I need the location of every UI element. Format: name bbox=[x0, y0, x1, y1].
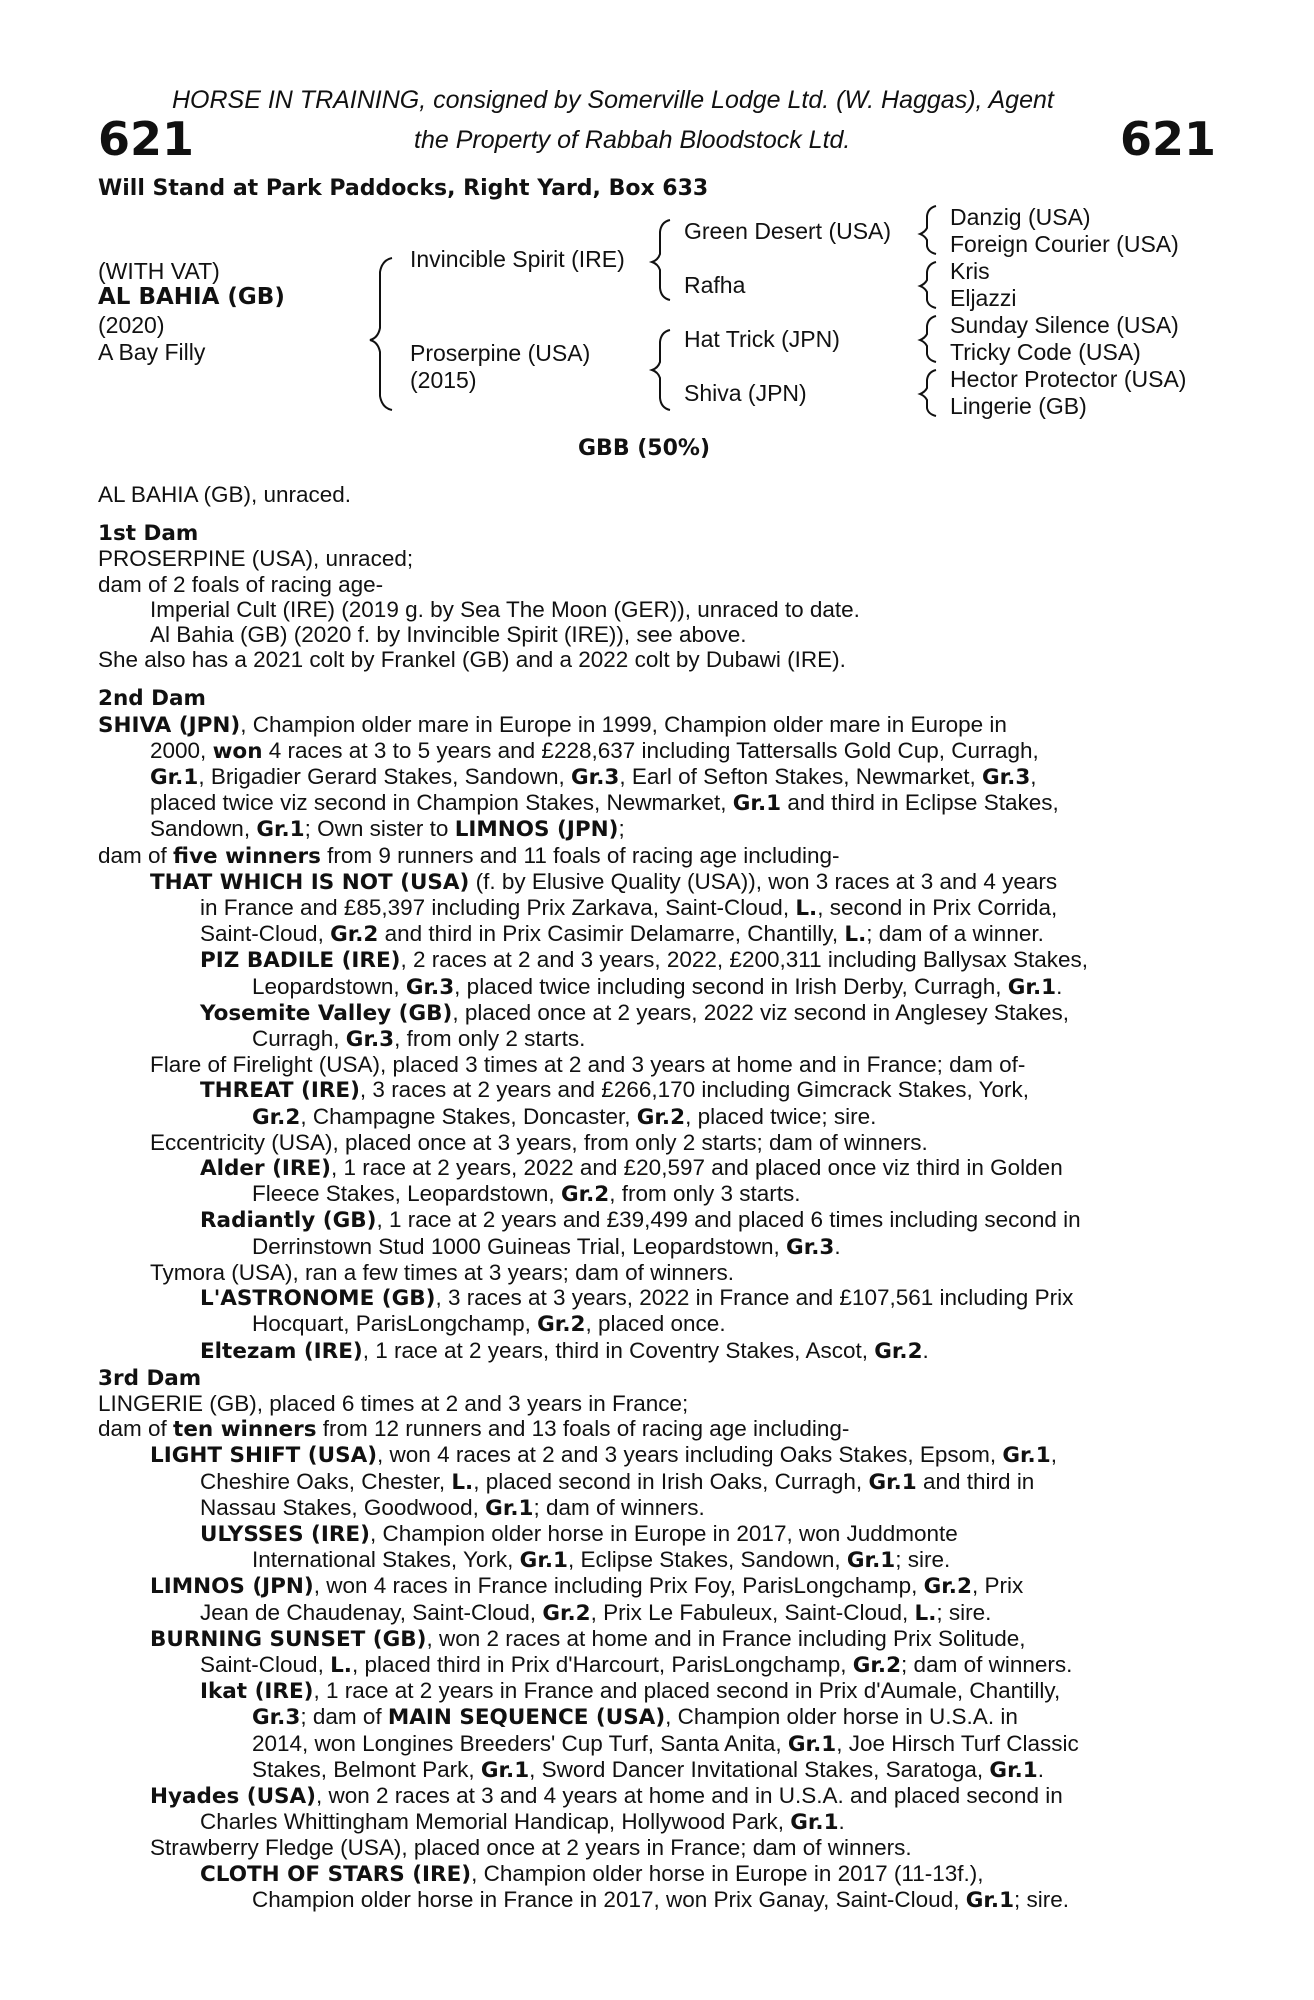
text: ; sire. bbox=[936, 1599, 992, 1625]
text: Nassau Stakes, Goodwood, bbox=[200, 1494, 486, 1520]
text: , Joe Hirsch Turf Classic bbox=[836, 1730, 1079, 1756]
pedigree-g3-7: Hector Protector (USA) bbox=[950, 366, 1187, 392]
text: , Champion older mare in Europe in 1999, Champion older mare in Europe in bbox=[240, 711, 1007, 737]
text: , from only 3 starts. bbox=[609, 1181, 801, 1207]
header-consignor: HORSE IN TRAINING, consigned by Somerville Lodge Ltd. (W. Haggas), Agent bbox=[172, 86, 1054, 114]
text: in France and £85,397 including Prix Zarkava, Saint-Cloud, bbox=[200, 895, 796, 921]
progeny-line bbox=[98, 1155, 1208, 1181]
horse-name: PIZ BADILE (IRE) bbox=[200, 948, 401, 974]
horse-name-shiva: SHIVA (JPN) bbox=[98, 712, 241, 738]
pedigree-g3-3: Kris bbox=[950, 258, 990, 284]
grade: L. bbox=[330, 1652, 352, 1678]
grade: Gr.2 bbox=[636, 1104, 686, 1130]
text: , Prix bbox=[971, 1573, 1024, 1599]
grade: Gr.2 bbox=[252, 1104, 301, 1130]
grade: Gr.2 bbox=[537, 1312, 586, 1338]
text: Hocquart, ParisLongchamp, bbox=[252, 1311, 538, 1337]
text: ; Own sister to bbox=[304, 816, 455, 842]
progeny-line bbox=[98, 1234, 1208, 1260]
winners-count: ten winners bbox=[173, 1417, 317, 1443]
progeny-line bbox=[98, 1600, 1208, 1626]
progeny-line bbox=[98, 1077, 1208, 1103]
horse-description: A Bay Filly bbox=[98, 339, 206, 365]
horse-name: Eltezam (IRE) bbox=[200, 1338, 363, 1364]
shiva-line-4 bbox=[98, 790, 1208, 816]
progeny-line bbox=[98, 1887, 1208, 1913]
text: , placed second in Irish Oaks, Curragh, bbox=[473, 1468, 869, 1494]
text: Derrinstown Stud 1000 Guineas Trial, Leopardstown, bbox=[252, 1233, 787, 1259]
progeny-line bbox=[98, 1104, 1208, 1130]
horse-name: Yosemite Valley (GB) bbox=[200, 1000, 453, 1026]
text: Jean de Chaudenay, Saint-Cloud, bbox=[200, 1599, 543, 1625]
progeny-line bbox=[98, 1338, 1208, 1364]
third-dam-heading: 3rd Dam bbox=[98, 1365, 202, 1391]
text: , Prix Le Fabuleux, Saint-Cloud, bbox=[590, 1599, 915, 1625]
horse-name: LIMNOS (JPN) bbox=[150, 1574, 314, 1600]
text: , bbox=[1030, 764, 1037, 790]
progeny-line bbox=[98, 1026, 1208, 1052]
grade: Gr.3 bbox=[405, 974, 455, 1000]
text: . bbox=[834, 1233, 841, 1259]
grade: Gr.3 bbox=[571, 765, 620, 791]
text: , 2 races at 2 and 3 years, 2022, £200,311 including Ballysax Stakes, bbox=[400, 947, 1088, 973]
horse-name: BURNING SUNSET (GB) bbox=[150, 1626, 427, 1652]
text: and third in bbox=[916, 1468, 1035, 1494]
progeny-line bbox=[98, 1652, 1208, 1678]
grade: Gr.1 bbox=[150, 765, 199, 791]
text: dam of bbox=[98, 842, 174, 868]
shiva-line-3 bbox=[98, 764, 1208, 790]
progeny-line bbox=[98, 1861, 1208, 1887]
text: , Champagne Stakes, Doncaster, bbox=[300, 1103, 637, 1129]
gbb-percentage: GBB (50%) bbox=[578, 436, 711, 461]
text: , placed twice including second in Irish Derby, Curragh, bbox=[454, 973, 1008, 999]
progeny-line bbox=[98, 1521, 1208, 1547]
progeny-line: Flare of Firelight (USA), placed 3 times at 2 and 3 years at home and in France; dam of- bbox=[150, 1052, 1026, 1078]
shiva-line-2 bbox=[98, 738, 1208, 764]
text: . bbox=[1037, 1756, 1044, 1782]
pedigree-g3-5: Sunday Silence (USA) bbox=[950, 312, 1179, 338]
text: placed twice viz second in Champion Stakes, Newmarket, bbox=[150, 790, 733, 816]
first-dam-line: dam of 2 foals of racing age- bbox=[98, 571, 384, 597]
intro-line: AL BAHIA (GB), unraced. bbox=[98, 482, 352, 507]
header-property: the Property of Rabbah Bloodstock Ltd. bbox=[414, 126, 851, 154]
pedigree-sire: Invincible Spirit (IRE) bbox=[410, 246, 625, 272]
won-label: won bbox=[212, 738, 263, 764]
text: . bbox=[1056, 973, 1063, 999]
text: Sandown, bbox=[150, 816, 257, 842]
text: , won 2 races at 3 and 4 years at home and in U.S.A. and placed second in bbox=[316, 1782, 1063, 1808]
grade: Gr.1 bbox=[256, 817, 305, 843]
text: 2000, bbox=[150, 737, 213, 763]
grade: Gr.3 bbox=[981, 765, 1031, 791]
text: Curragh, bbox=[252, 1026, 346, 1052]
vat-note: (WITH VAT) bbox=[98, 258, 220, 284]
grade: L. bbox=[795, 896, 818, 922]
horse-name: THREAT (IRE) bbox=[200, 1078, 360, 1104]
horse-name: Radiantly (GB) bbox=[200, 1208, 377, 1234]
text: International Stakes, York, bbox=[252, 1547, 520, 1573]
pedigree-dam: Proserpine (USA) bbox=[410, 340, 591, 366]
horse-name: L'ASTRONOME (GB) bbox=[200, 1286, 436, 1312]
progeny-line bbox=[98, 1731, 1208, 1757]
first-dam-heading: 1st Dam bbox=[98, 521, 199, 547]
horse-name: AL BAHIA (GB) bbox=[98, 284, 285, 310]
text: Saint-Cloud, bbox=[200, 1651, 331, 1677]
grade: L. bbox=[844, 922, 867, 948]
grade: Gr.2 bbox=[542, 1600, 591, 1626]
text: , 1 race at 2 years, 2022 and £20,597 and placed once viz third in Golden bbox=[330, 1155, 1063, 1181]
text: ; sire. bbox=[895, 1547, 951, 1573]
first-dam-line: PROSERPINE (USA), unraced; bbox=[98, 546, 414, 572]
text: Champion older horse in France in 2017, won Prix Ganay, Saint-Cloud, bbox=[252, 1886, 966, 1912]
lot-number-right: 621 bbox=[1120, 112, 1217, 166]
progeny-line bbox=[98, 1809, 1208, 1835]
grade: Gr.2 bbox=[923, 1574, 972, 1600]
horse-name: MAIN SEQUENCE (USA) bbox=[387, 1705, 666, 1731]
grade: Gr.1 bbox=[1007, 974, 1057, 1000]
text: dam of bbox=[98, 1416, 174, 1442]
text: Stakes, Belmont Park, bbox=[252, 1756, 481, 1782]
pedigree-dam-dam: Shiva (JPN) bbox=[684, 380, 807, 406]
horse-name: LIGHT SHIFT (USA) bbox=[150, 1443, 378, 1469]
progeny-line bbox=[98, 869, 1208, 895]
grade: Gr.1 bbox=[868, 1469, 917, 1495]
progeny-line bbox=[98, 947, 1208, 973]
pedigree-g3-6: Tricky Code (USA) bbox=[950, 339, 1141, 365]
text: , Champion older horse in Europe in 2017, won Juddmonte bbox=[369, 1520, 958, 1546]
grade: Gr.2 bbox=[852, 1652, 902, 1678]
text: ; dam of a winner. bbox=[866, 921, 1044, 947]
grade: Gr.3 bbox=[345, 1027, 395, 1053]
horse-name: Hyades (USA) bbox=[150, 1783, 317, 1809]
pedigree-g3-8: Lingerie (GB) bbox=[950, 393, 1087, 419]
third-dam-line: LINGERIE (GB), placed 6 times at 2 and 3 years in France; bbox=[98, 1390, 689, 1416]
progeny-line bbox=[98, 974, 1208, 1000]
grade: L. bbox=[914, 1600, 937, 1626]
text: , won 2 races at home and in France including Prix Solitude, bbox=[426, 1625, 1026, 1651]
text: , Champion older horse in Europe in 2017 (11-13f.), bbox=[471, 1860, 984, 1886]
text: , placed once. bbox=[585, 1311, 726, 1337]
second-dam-heading: 2nd Dam bbox=[98, 686, 206, 712]
grade: Gr.2 bbox=[874, 1338, 923, 1364]
text: , from only 2 starts. bbox=[394, 1026, 586, 1052]
text: , won 4 races at 2 and 3 years including Oaks Stakes, Epsom, bbox=[377, 1442, 1003, 1468]
stable-location: Will Stand at Park Paddocks, Right Yard, Box 633 bbox=[98, 176, 709, 201]
pedigree-dam-year: (2015) bbox=[410, 367, 477, 393]
progeny-line bbox=[98, 1442, 1208, 1468]
progeny-line bbox=[98, 1783, 1208, 1809]
text: ; dam of bbox=[300, 1704, 388, 1730]
text: , placed third in Prix d'Harcourt, ParisLongchamp, bbox=[351, 1651, 853, 1677]
pedigree-sire-sire: Green Desert (USA) bbox=[684, 218, 892, 244]
progeny-line bbox=[98, 1495, 1208, 1521]
text: . bbox=[922, 1337, 929, 1363]
text: ; bbox=[618, 816, 625, 842]
horse-name-limnos: LIMNOS (JPN) bbox=[454, 817, 619, 843]
text: Charles Whittingham Memorial Handicap, Hollywood Park, bbox=[200, 1809, 791, 1835]
catalogue-body bbox=[98, 482, 1208, 1913]
text: , 1 race at 2 years, third in Coventry Stakes, Ascot, bbox=[362, 1337, 875, 1363]
progeny-line bbox=[98, 1000, 1208, 1026]
progeny-line bbox=[98, 1704, 1208, 1730]
winners-count: five winners bbox=[173, 843, 321, 869]
progeny-line bbox=[98, 921, 1208, 947]
grade: Gr.1 bbox=[787, 1731, 837, 1757]
text: Saint-Cloud, bbox=[200, 921, 331, 947]
text: , Champion older horse in U.S.A. in bbox=[665, 1704, 1018, 1730]
progeny-line bbox=[98, 1626, 1208, 1652]
grade: Gr.1 bbox=[790, 1810, 839, 1836]
first-dam-foal: Al Bahia (GB) (2020 f. by Invincible Spirit (IRE)), see above. bbox=[150, 622, 747, 648]
horse-name: THAT WHICH IS NOT (USA) bbox=[150, 869, 470, 895]
text: , 1 race at 2 years and £39,499 and placed 6 times including second in bbox=[376, 1207, 1081, 1233]
dam-of-line bbox=[98, 843, 1208, 869]
grade: Gr.1 bbox=[485, 1495, 534, 1521]
text: , Brigadier Gerard Stakes, Sandown, bbox=[198, 764, 572, 790]
pedigree-g3-1: Danzig (USA) bbox=[950, 204, 1091, 230]
first-dam-line: She also has a 2021 colt by Frankel (GB) and a 2022 colt by Dubawi (IRE). bbox=[98, 647, 846, 673]
text: Leopardstown, bbox=[252, 973, 406, 999]
progeny-line bbox=[98, 1469, 1208, 1495]
grade: Gr.1 bbox=[519, 1548, 568, 1574]
text: , 3 races at 3 years, 2022 in France and £107,561 including Prix bbox=[435, 1285, 1074, 1311]
progeny-line bbox=[98, 1285, 1208, 1311]
pedigree-sire-dam: Rafha bbox=[684, 272, 746, 298]
grade: Gr.1 bbox=[480, 1757, 530, 1783]
text: , 1 race at 2 years in France and placed second in Prix d'Aumale, Chantilly, bbox=[313, 1678, 1061, 1704]
progeny-line bbox=[98, 895, 1208, 921]
grade: Gr.1 bbox=[732, 791, 782, 817]
text: , placed once at 2 years, 2022 viz second in Anglesey Stakes, bbox=[452, 999, 1069, 1025]
text: , Earl of Sefton Stakes, Newmarket, bbox=[619, 764, 982, 790]
shiva-line-5 bbox=[98, 816, 1208, 842]
horse-name: ULYSSES (IRE) bbox=[200, 1521, 370, 1547]
grade: Gr.3 bbox=[786, 1234, 835, 1260]
horse-name: Ikat (IRE) bbox=[200, 1679, 314, 1705]
text: , Sword Dancer Invitational Stakes, Saratoga, bbox=[529, 1756, 990, 1782]
horse-name: Alder (IRE) bbox=[200, 1156, 331, 1182]
progeny-line bbox=[98, 1181, 1208, 1207]
text: from 12 runners and 13 foals of racing age including- bbox=[316, 1416, 850, 1442]
progeny-line bbox=[98, 1573, 1208, 1599]
progeny-line: Tymora (USA), ran a few times at 3 years; dam of winners. bbox=[150, 1259, 734, 1285]
progeny-line: Eccentricity (USA), placed once at 3 years, from only 2 starts; dam of winners. bbox=[150, 1129, 928, 1155]
horse-name: CLOTH OF STARS (IRE) bbox=[200, 1861, 472, 1887]
text: . bbox=[838, 1809, 845, 1835]
text: , won 4 races in France including Prix Foy, ParisLongchamp, bbox=[313, 1573, 924, 1599]
shiva-line-1 bbox=[98, 712, 1208, 738]
pedigree-dam-sire: Hat Trick (JPN) bbox=[684, 326, 840, 352]
grade: L. bbox=[451, 1469, 474, 1495]
text: , Eclipse Stakes, Sandown, bbox=[567, 1547, 847, 1573]
lot-number-left: 621 bbox=[98, 112, 195, 166]
pedigree-g3-2: Foreign Courier (USA) bbox=[950, 231, 1179, 257]
grade: Gr.1 bbox=[1002, 1443, 1051, 1469]
text: 2014, won Longines Breeders' Cup Turf, Santa Anita, bbox=[252, 1730, 788, 1756]
text: ; dam of winners. bbox=[901, 1651, 1073, 1677]
first-dam-foal: Imperial Cult (IRE) (2019 g. by Sea The Moon (GER)), unraced to date. bbox=[150, 596, 860, 622]
text: (f. by Elusive Quality (USA)), won 3 races at 3 and 4 years bbox=[469, 868, 1058, 894]
text: Cheshire Oaks, Chester, bbox=[200, 1468, 452, 1494]
progeny-line: Strawberry Fledge (USA), placed once at 2 years in France; dam of winners. bbox=[150, 1835, 912, 1861]
grade: Gr.1 bbox=[989, 1757, 1038, 1783]
text: , second in Prix Corrida, bbox=[817, 895, 1058, 921]
pedigree-g3-4: Eljazzi bbox=[950, 285, 1017, 311]
grade: Gr.1 bbox=[846, 1548, 896, 1574]
text: 4 races at 3 to 5 years and £228,637 including Tattersalls Gold Cup, Curragh, bbox=[262, 737, 1039, 763]
text: , bbox=[1050, 1442, 1057, 1468]
progeny-line bbox=[98, 1207, 1208, 1233]
text: , placed twice; sire. bbox=[685, 1103, 877, 1129]
progeny-line bbox=[98, 1757, 1208, 1783]
grade: Gr.3 bbox=[252, 1705, 301, 1731]
progeny-line bbox=[98, 1311, 1208, 1337]
text: and third in Prix Casimir Delamarre, Chantilly, bbox=[378, 921, 845, 947]
grade: Gr.2 bbox=[330, 922, 379, 948]
text: ; sire. bbox=[1014, 1886, 1070, 1912]
grade: Gr.1 bbox=[965, 1887, 1015, 1913]
dam-of-line bbox=[98, 1416, 1208, 1442]
text: and third in Eclipse Stakes, bbox=[781, 790, 1059, 816]
progeny-line bbox=[98, 1547, 1208, 1573]
grade: Gr.2 bbox=[560, 1182, 610, 1208]
horse-year: (2020) bbox=[98, 312, 165, 338]
text: Fleece Stakes, Leopardstown, bbox=[252, 1181, 561, 1207]
progeny-line bbox=[98, 1678, 1208, 1704]
text: ; dam of winners. bbox=[533, 1494, 705, 1520]
text: from 9 runners and 11 foals of racing age including- bbox=[320, 842, 840, 868]
text: , 3 races at 2 years and £266,170 including Gimcrack Stakes, York, bbox=[359, 1077, 1030, 1103]
